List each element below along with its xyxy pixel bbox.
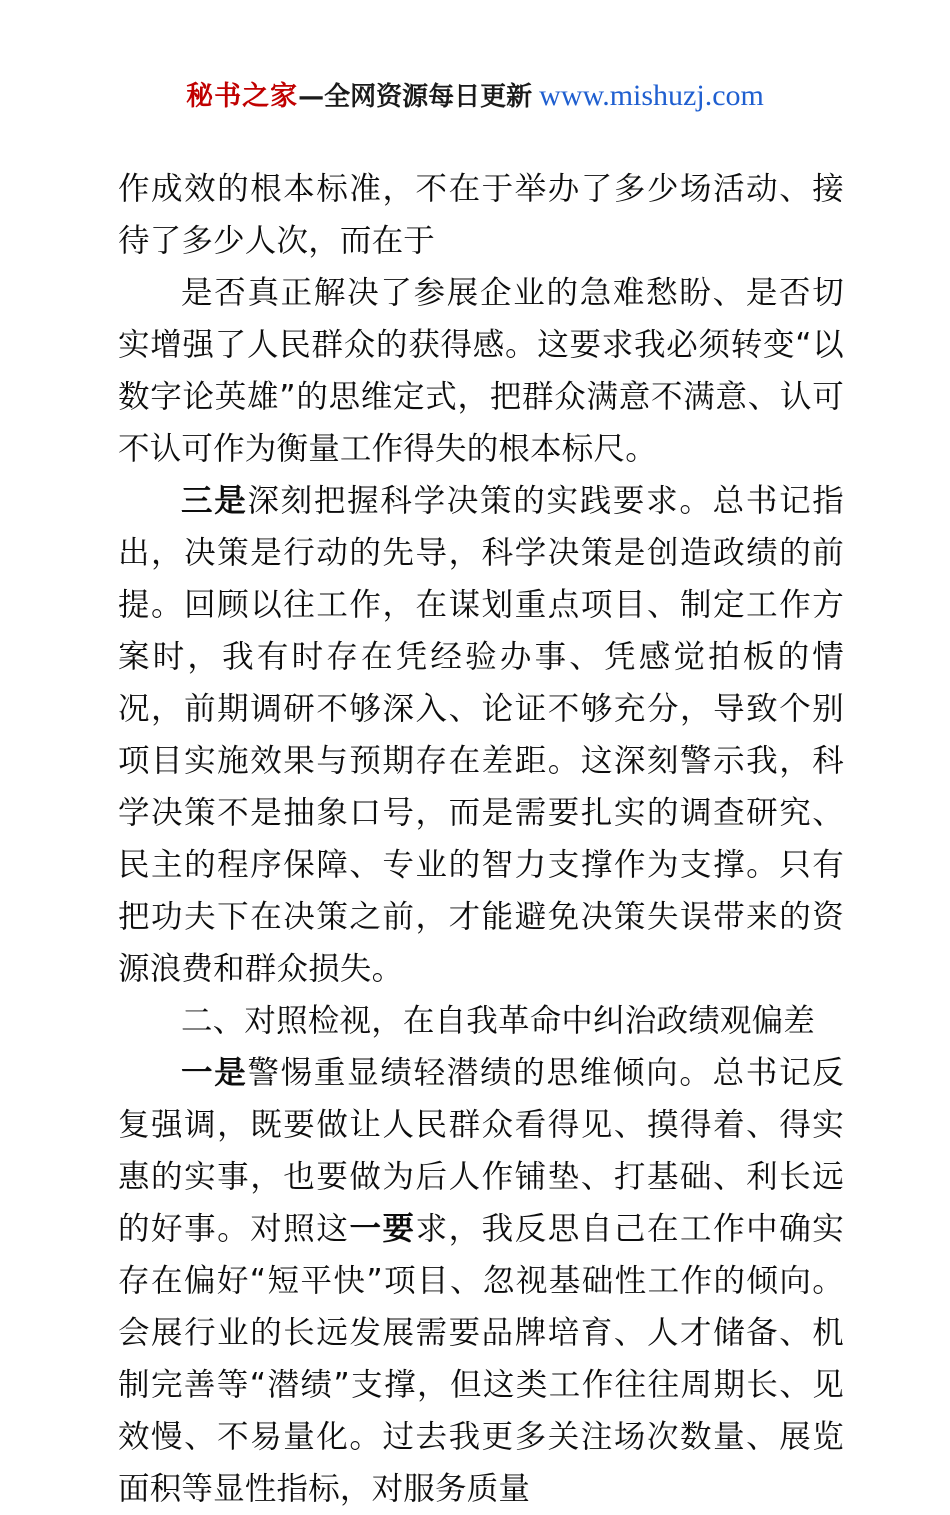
page-header <box>0 78 950 114</box>
text-run: 二、对照检视，在自我革命中纠治政绩观偏差 <box>181 1003 816 1039</box>
document-paragraph <box>118 1047 844 1515</box>
site-brand: 秘书之家 <box>186 81 299 112</box>
text-run: 深刻把握科学决策的实践要求。总书记指出，决策是行动的先导，科学决策是创造政绩的前提。回顾以往工作，在谋划重点项目、制定工作方案时，我有时存在凭经验办事、凭感觉拍板的情况，前期调研不够深入、论证不够充分，导致个别项目实施效果与预期存在差距。这深刻警示我，科学决策不是抽象口号，而是需要扎实的调查研究、民主的程序保障、专业的智力支撑作为支撑。只有把功夫下在决策之前，才能避免决策失误带来的资源浪费和群众损失。 <box>118 483 844 987</box>
document-paragraph <box>118 995 844 1047</box>
document-paragraph <box>118 163 844 267</box>
emphasis-run: 三是 <box>181 483 248 519</box>
text-run: 作成效的根本标准，不在于举办了多少场活动、接待了多少人次，而在于 <box>118 171 844 259</box>
text-run: 是否真正解决了参展企业的急难愁盼、是否切实增强了人民群众的获得感。这要求我必须转变“以数字论英雄”的思维定式，把群众满意不满意、认可不认可作为衡量工作得失的根本标尺。 <box>118 275 844 467</box>
document-body <box>118 163 844 1515</box>
text-run: 警惕重显绩轻潜绩的思维倾向。总书记反复强调，既要做让人民群众看得见、摸得着、得实惠的实事，也要做为后人作铺垫、打基础、利长远的好事。对照这 <box>118 1055 844 1247</box>
text-run: 求，我反思自己在工作中确实存在偏好“短平快”项目、忽视基础性工作的倾向。会展行业的长远发展需要品牌培育、人才储备、机制完善等“潜绩”支撑，但这类工作往往周期长、见效慢、不易量化。过去我更多关注场次数量、展览面积等显性指标，对服务质量 <box>118 1211 844 1507</box>
site-url[interactable]: www.mishuzj.com <box>539 79 764 112</box>
site-tagline: —全网资源每日更新 <box>298 82 533 112</box>
document-paragraph <box>118 475 844 995</box>
emphasis-run: 一要 <box>349 1211 416 1247</box>
document-paragraph <box>118 267 844 475</box>
emphasis-run: 一是 <box>181 1055 248 1091</box>
